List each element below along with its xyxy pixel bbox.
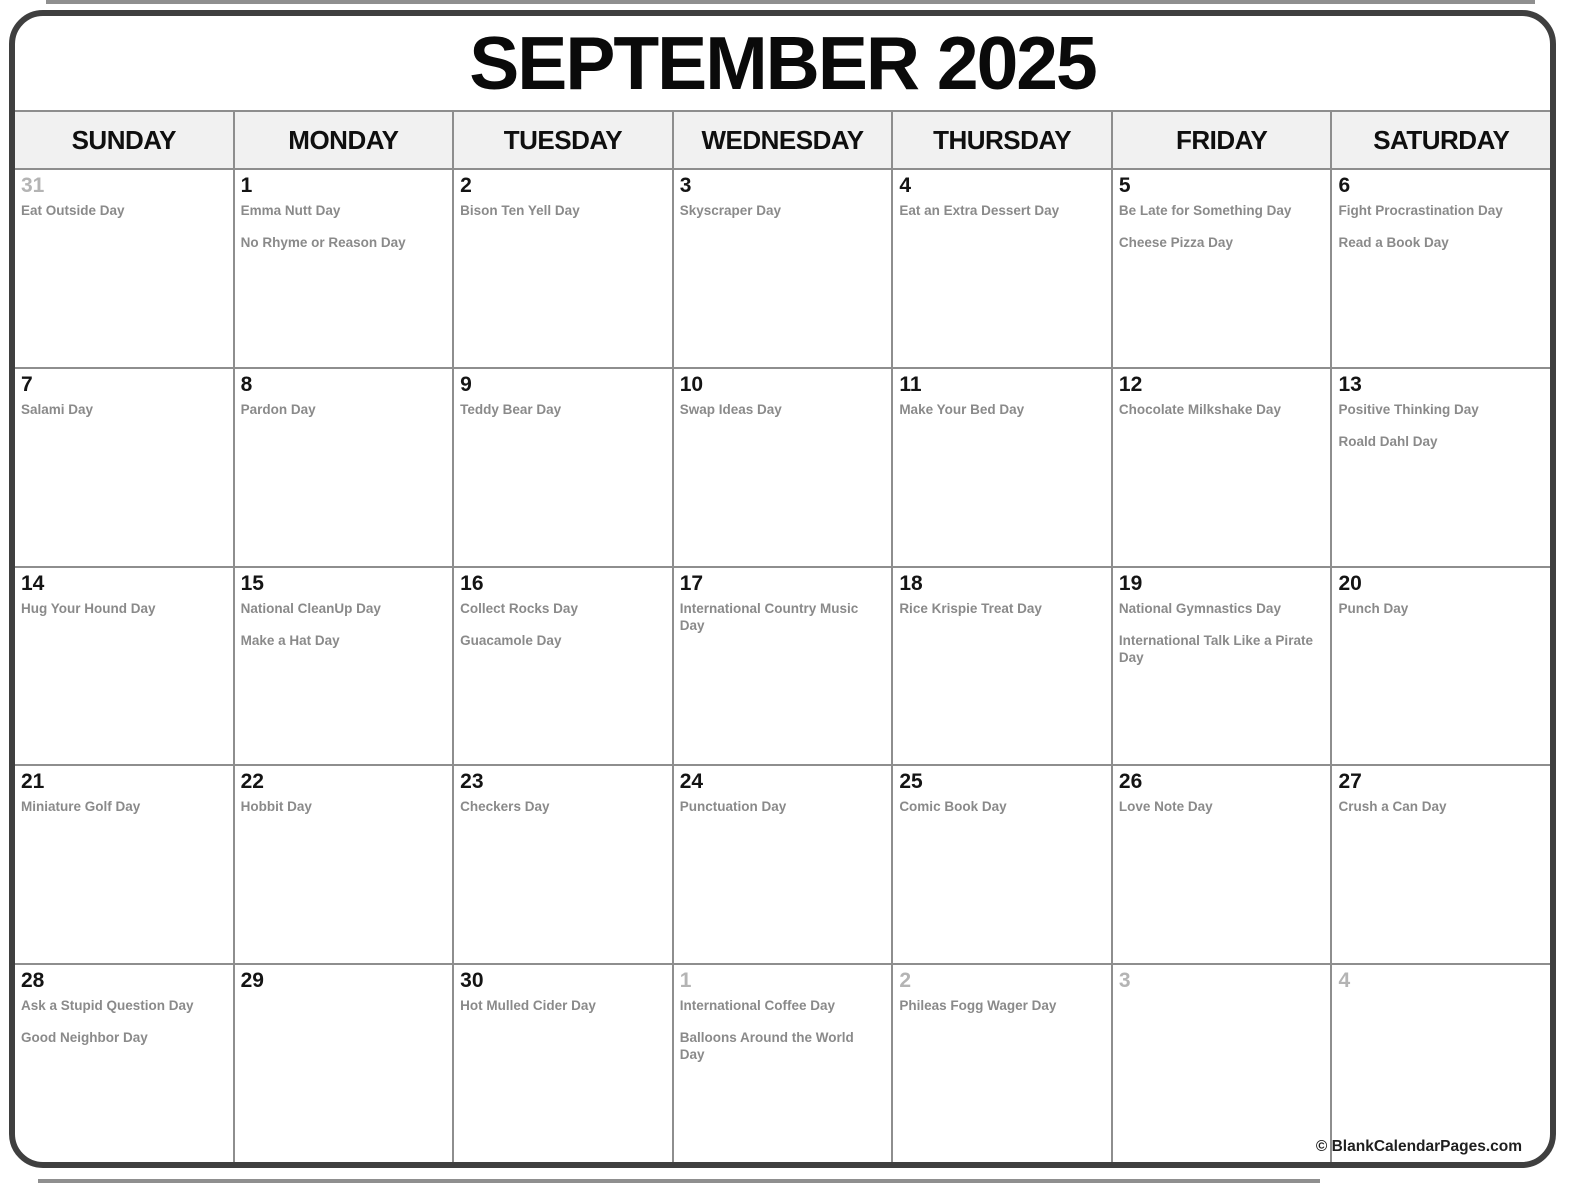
weekday-header: SUNDAY [15,112,235,168]
holiday-label: Balloons Around the World Day [679,1030,854,1063]
holiday-label: Teddy Bear Day [460,401,562,417]
day-cell [1113,766,1333,963]
day-cell [1332,568,1550,765]
day-number: 16 [460,571,484,595]
holiday-label: National CleanUp Day [240,600,381,616]
holiday-label: International Country Music Day [679,600,859,633]
day-number: 10 [679,372,704,396]
weekday-header: MONDAY [235,112,455,168]
day-cell [1113,170,1333,367]
holiday-label: Chocolate Milkshake Day [1118,401,1281,417]
calendar-page [9,10,1556,1168]
day-number: 26 [1118,770,1143,794]
calendar-title: SEPTEMBER 2025 [469,21,1096,105]
day-number: 2 [899,969,911,993]
day-number: 15 [240,571,264,595]
day-number: 22 [240,770,264,794]
day-number: 9 [460,372,472,396]
day-cell [235,170,455,367]
page-edge-shadow-top [46,0,1535,4]
weekday-header-row [15,112,1550,170]
holiday-label: Make a Hat Day [240,632,340,648]
page-edge-shadow-bottom [38,1179,1320,1183]
holiday-label: Rice Krispie Treat Day [899,600,1042,616]
week-row [15,766,1550,965]
holiday-label: Bison Ten Yell Day [460,203,580,218]
day-number: 12 [1118,372,1143,396]
day-cell [235,965,455,1162]
day-cell [235,766,455,963]
day-cell [454,965,674,1162]
day-number: 29 [240,969,264,993]
holiday-label: Checkers Day [460,799,550,815]
holiday-label: Good Neighbor Day [21,1030,148,1046]
holiday-label: Eat an Extra Dessert Day [899,203,1060,218]
holiday-label: Hot Mulled Cider Day [460,998,596,1014]
day-cell [454,568,674,765]
holiday-label: Punch Day [1338,600,1409,616]
weekday-header: THURSDAY [893,112,1113,168]
day-cell [893,766,1113,963]
day-number: 18 [899,571,923,595]
holiday-label: Crush a Can Day [1338,799,1447,815]
holiday-label: Guacamole Day [460,632,562,648]
day-cell [1332,965,1550,1162]
holiday-label: National Gymnastics Day [1118,600,1281,616]
holiday-label: Cheese Pizza Day [1118,235,1233,250]
holiday-label: Positive Thinking Day [1338,401,1479,417]
week-row [15,369,1550,568]
day-number: 24 [679,770,704,794]
holiday-label: Pardon Day [240,401,316,417]
day-number: 7 [21,372,33,396]
holiday-label: Hug Your Hound Day [21,600,156,616]
day-number: 28 [21,969,45,993]
day-cell [893,369,1113,566]
holiday-label: International Talk Like a Pirate Day [1118,632,1313,665]
day-cell [674,170,894,367]
day-number: 1 [240,174,253,197]
holiday-label: Be Late for Something Day [1118,203,1292,218]
day-number: 1 [679,969,692,993]
day-number: 8 [240,372,253,396]
holiday-label: Phileas Fogg Wager Day [899,998,1057,1014]
day-cell [454,369,674,566]
day-cell [893,965,1113,1162]
day-number: 19 [1118,571,1143,595]
holiday-label: Eat Outside Day [21,203,125,218]
holiday-label: Read a Book Day [1338,235,1449,250]
holiday-label: International Coffee Day [679,998,836,1014]
holiday-label: Make Your Bed Day [899,401,1025,417]
day-cell [674,965,894,1162]
holiday-label: Emma Nutt Day [240,203,341,218]
day-cell [15,568,235,765]
day-number: 21 [21,770,45,794]
day-number: 4 [1338,969,1351,993]
day-cell [235,568,455,765]
day-cell [674,568,894,765]
day-cell [674,766,894,963]
day-cell [1332,369,1550,566]
day-number: 5 [1118,174,1131,197]
day-cell [454,766,674,963]
calendar-grid [15,110,1550,1162]
holiday-label: Punctuation Day [679,799,787,815]
holiday-label: Fight Procrastination Day [1338,203,1503,218]
day-cell [15,170,235,367]
day-number: 25 [899,770,923,794]
week-row [15,170,1550,369]
day-number: 13 [1338,372,1362,396]
weekday-header: SATURDAY [1373,124,1510,155]
day-number: 20 [1338,571,1362,595]
holiday-label: Swap Ideas Day [679,401,782,417]
day-cell [1113,965,1333,1162]
holiday-label: Ask a Stupid Question Day [21,998,194,1014]
day-cell [1332,170,1550,367]
day-number: 31 [21,174,45,197]
holiday-label: Comic Book Day [899,799,1007,815]
day-number: 11 [899,372,922,396]
week-row [15,568,1550,767]
holiday-label: Miniature Golf Day [21,799,141,815]
holiday-label: Love Note Day [1118,799,1213,815]
holiday-label: Salami Day [21,401,94,417]
day-cell [1113,369,1333,566]
day-number: 30 [460,969,484,993]
holiday-label: Roald Dahl Day [1338,433,1438,449]
day-cell [235,369,455,566]
day-number: 3 [1118,969,1131,993]
weekday-header: TUESDAY [454,112,674,168]
day-number: 3 [679,174,692,197]
weekday-header: WEDNESDAY [674,112,894,168]
day-number: 17 [679,571,704,595]
holiday-label: Hobbit Day [240,799,312,815]
day-cell [15,766,235,963]
day-cell [454,170,674,367]
day-cell [1332,766,1550,963]
day-number: 2 [460,174,472,197]
day-number: 27 [1338,770,1362,794]
day-number: 4 [899,174,911,197]
day-cell [674,369,894,566]
day-cell [15,965,235,1162]
holiday-label: No Rhyme or Reason Day [240,235,406,250]
site-credit: © BlankCalendarPages.com [1315,1138,1522,1155]
day-number: 23 [460,770,484,794]
holiday-label: Skyscraper Day [679,203,782,218]
day-cell [15,369,235,566]
day-cell [893,568,1113,765]
weekday-header: FRIDAY [1113,112,1333,168]
day-number: 6 [1338,174,1351,197]
holiday-label: Collect Rocks Day [460,600,578,616]
day-number: 14 [21,571,45,595]
day-cell [893,170,1113,367]
week-row [15,965,1550,1162]
day-cell [1113,568,1333,765]
